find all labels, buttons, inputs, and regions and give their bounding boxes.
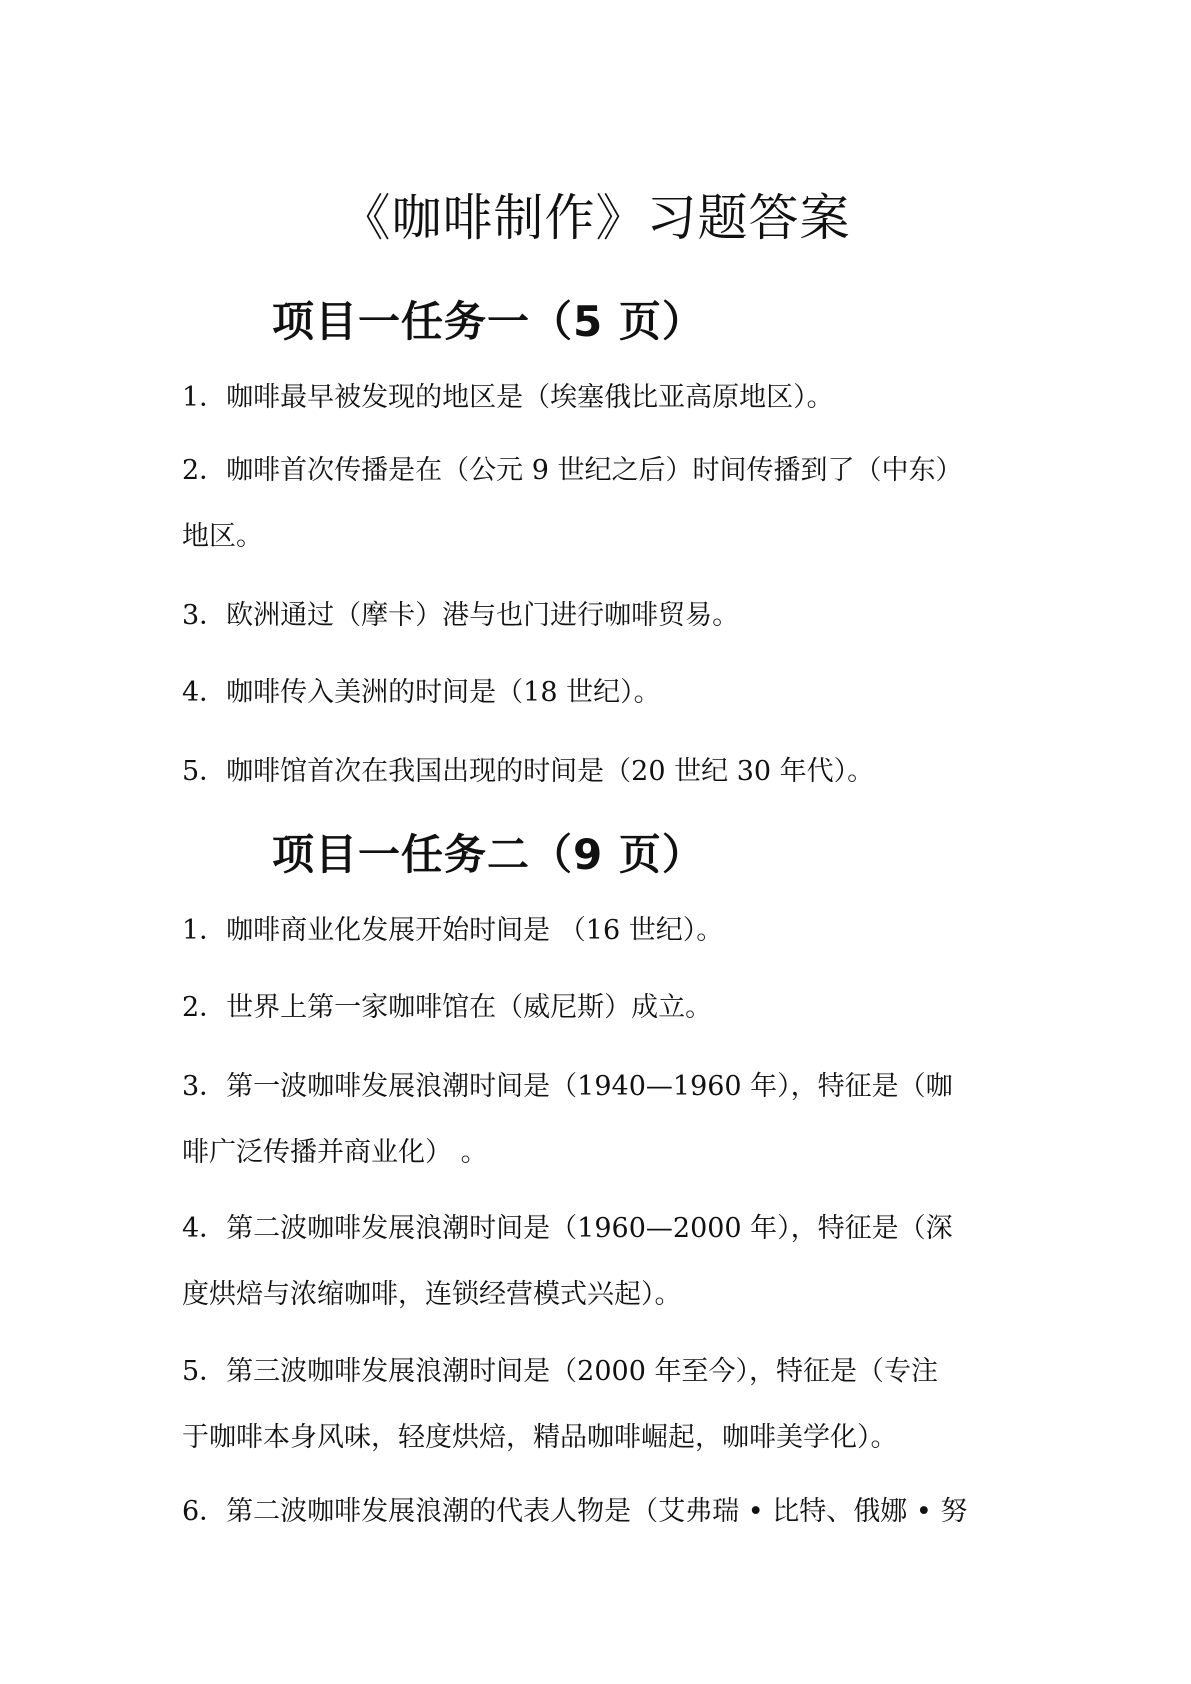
answer-item: [182, 739, 1022, 805]
answer-item: [182, 660, 1022, 726]
answer-line: 2．咖啡首次传播是在（公元 9 世纪之后）时间传播到了（中东）: [182, 455, 963, 486]
answer-item: [182, 438, 1022, 570]
section-heading-1: 项目一任务一（5 页）: [272, 297, 705, 346]
answer-item: [182, 1054, 1022, 1186]
section-heading-2: 项目一任务二（9 页）: [272, 830, 705, 879]
answer-item: [182, 975, 1022, 1041]
answer-line: 2．世界上第一家咖啡馆在（威尼斯）成立。: [182, 992, 713, 1023]
answer-item: [182, 583, 1022, 649]
answer-line: 度烘焙与浓缩咖啡，连锁经营模式兴起）。: [182, 1279, 682, 1310]
answer-item: [182, 1196, 1022, 1328]
answer-item: [182, 898, 1022, 964]
answer-line: 4．第二波咖啡发展浪潮时间是（1960—2000 年），特征是（深: [182, 1213, 953, 1244]
answer-line: 3．欧洲通过（摩卡）港与也门进行咖啡贸易。: [182, 600, 740, 631]
answer-line: 1．咖啡商业化发展开始时间是 （16 世纪）。: [182, 915, 724, 946]
answer-line: 5．第三波咖啡发展浪潮时间是（2000 年至今），特征是（专注: [182, 1356, 938, 1387]
answer-line: 地区。: [182, 521, 263, 552]
answer-item: [182, 1479, 1022, 1545]
answer-item: [182, 1339, 1022, 1471]
answer-line: 5．咖啡馆首次在我国出现的时间是（20 世纪 30 年代）。: [182, 756, 875, 787]
answer-line: 6．第二波咖啡发展浪潮的代表人物是（艾弗瑞 • 比特、俄娜 • 努: [182, 1496, 968, 1527]
answer-line: 4．咖啡传入美洲的时间是（18 世纪）。: [182, 677, 661, 708]
answer-line: 啡广泛传播并商业化） 。: [182, 1137, 488, 1168]
answer-line: 于咖啡本身风味，轻度烘焙，精品咖啡崛起，咖啡美学化）。: [182, 1422, 898, 1453]
answer-item: [182, 365, 1022, 431]
document-title: 《咖啡制作》习题答案: [340, 189, 851, 247]
answer-line: 3．第一波咖啡发展浪潮时间是（1940—1960 年），特征是（咖: [182, 1071, 953, 1102]
answer-line: 1．咖啡最早被发现的地区是（埃塞俄比亚高原地区）。: [182, 382, 834, 413]
